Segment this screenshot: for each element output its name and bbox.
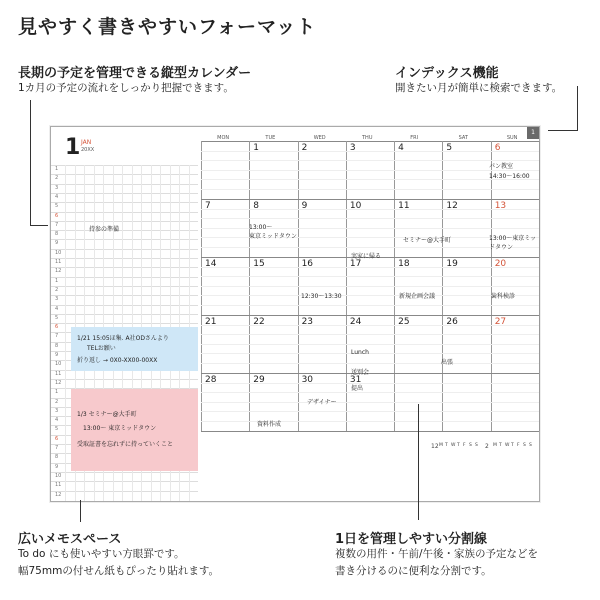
sticky-note-blue [71,327,198,371]
grid-line [51,491,198,492]
event-note: 送別会 [351,369,370,376]
day-line [201,286,539,287]
day-cell[interactable]: 9 [301,201,308,211]
day-line [201,344,539,345]
day-line [201,151,539,152]
hour-number: 1 [55,389,59,396]
event-note: 歯科検診 [491,293,516,300]
mini-weekday: T [511,443,514,448]
event-note: セミナー@大手町 [403,237,452,244]
weekday-header: FRI [410,135,419,141]
mini-calendars [431,443,535,493]
grid-line [51,314,198,315]
daily-desc1: 複数の用件・午前/午後・家族の予定などを [335,548,539,560]
daily-leader [418,404,420,520]
sticky-blue-line1: 1/21 15:05ほ集. A社ODさんより [77,335,169,342]
event-note: 新規企画会議 [399,293,436,300]
grid-line [51,323,198,324]
day-cell[interactable]: 10 [349,201,362,211]
memo-note: 持参の準備 [89,226,120,233]
day-cell[interactable]: 24 [349,317,362,327]
event-note: 14:30～16:00 [489,173,530,180]
day-cell[interactable]: 15 [253,259,265,269]
daily-heading: 1日を管理しやすい分割線 [335,532,488,547]
hour-number: 8 [55,342,59,349]
day-cell[interactable]: 8 [253,201,260,211]
header-rule [201,141,539,142]
grid-line [51,286,198,287]
day-line [201,402,539,403]
hour-number: 5 [55,203,59,210]
mini-weekday: S [529,443,532,448]
mini-weekday: S [469,443,472,448]
grid-line [51,295,198,296]
memo-heading: 広いメモスペース [18,532,122,547]
day-cell[interactable]: 3 [349,143,356,153]
grid-line [51,277,198,278]
memo-leader [80,500,82,522]
hour-number: 6 [55,324,59,331]
mini-weekday: F [517,443,520,448]
mini-month: 12 [431,443,439,450]
grid-line [51,239,198,240]
day-line [201,325,539,326]
week-rule [201,373,539,374]
weekday-header: SUN [506,135,518,141]
grid-line [51,165,198,166]
day-cell[interactable]: 28 [205,375,217,385]
month-number: 1 [65,135,81,160]
hour-number: 9 [55,240,59,247]
hour-number: 9 [55,352,59,358]
calendar-desc: 1カ月の予定の流れをしっかり把握できます。 [18,82,234,94]
mini-weekday: W [505,443,510,448]
calendar-leader-h [30,225,48,227]
hour-number: 10 [55,472,62,479]
index-leader [577,86,579,130]
day-line [201,189,539,190]
mini-weekday: F [463,443,466,448]
grid-line [51,379,198,380]
day-line [201,383,539,384]
planner-page [50,126,540,502]
day-cell[interactable]: 22 [253,317,265,327]
day-cell[interactable]: 4 [398,143,404,153]
day-cell[interactable]: 11 [398,201,410,211]
week-rule [201,315,539,316]
day-line [201,353,539,354]
day-line [201,276,539,277]
grid-line [51,230,198,231]
hour-number: 11 [55,259,62,265]
index-heading: インデックス機能 [395,66,499,81]
mini-weekday: M [493,443,497,448]
day-line [201,295,539,296]
grid-line [51,258,198,259]
day-line [201,392,539,393]
day-cell[interactable]: 6 [494,143,501,153]
grid-line [51,202,198,203]
hour-number: 12 [55,268,62,275]
index-tab[interactable]: 1 [527,127,539,139]
grid-line [51,267,198,268]
day-cell[interactable]: 25 [398,317,410,327]
grid-line [51,184,198,185]
sticky-pink-line1: 1/3 セミナー@大手町 [77,411,137,418]
day-line [201,363,539,364]
day-divider [539,141,540,431]
calendar-leader [30,100,32,225]
memo-desc1: To do にも使いやすい方眼罫です。 [18,548,185,560]
year: 20XX [81,147,95,153]
grid-line [51,249,198,250]
day-cell[interactable]: 12 [446,201,458,211]
day-cell[interactable]: 16 [301,259,314,269]
day-line [201,218,539,219]
weekday-header: TUE [265,135,276,141]
memo-column [51,127,198,501]
mini-month: 2 [485,443,489,450]
event-note: 実家に帰る [351,253,382,260]
hour-number: 10 [55,249,62,256]
mini-weekday: T [457,443,460,448]
hour-number: 2 [55,398,59,405]
hour-number: 2 [55,175,59,182]
day-cell[interactable]: 7 [205,201,211,211]
day-line [201,305,539,306]
hour-number: 7 [55,221,59,228]
daily-desc2: 書き分けるのに便利な分割です。 [335,565,492,577]
grid-line [51,193,198,194]
day-cell[interactable]: 27 [494,317,507,327]
event-note: 13:00～ [249,224,273,231]
mini-weekday: M [439,443,443,448]
day-cell[interactable]: 1 [253,143,260,153]
day-line [201,421,539,422]
weekday-header: WED [313,135,326,141]
event-note: パン教室 [489,163,514,170]
sticky-blue-line2: TELお願い [87,345,116,352]
day-cell[interactable]: 21 [205,317,217,327]
day-cell[interactable]: 13 [494,201,507,211]
hour-number: 9 [55,463,59,470]
hour-number: 1 [55,277,59,284]
hour-number: 12 [55,379,62,386]
sticky-blue-line3: 折り返し → 0X0-XX00-00XX [77,357,158,364]
day-cell[interactable]: 2 [301,143,308,153]
hour-number: 5 [55,314,59,321]
grid-line [51,174,198,175]
mini-weekday: T [445,443,448,448]
index-desc: 開きたい月が簡単に検索できます。 [395,82,563,94]
event-note: デザイナー [307,399,337,406]
grid-line [51,305,198,306]
grid-line [51,212,198,213]
hour-number: 12 [55,491,62,498]
day-line [201,267,539,268]
event-note: 12:30～13:30 [301,293,342,300]
hour-number: 6 [55,212,59,219]
month-name: JAN [81,139,92,146]
day-cell[interactable]: 18 [398,259,410,269]
day-cell[interactable]: 20 [494,259,507,269]
hour-number: 2 [55,286,59,293]
grid-col [65,165,66,501]
event-note: 出張 [441,359,454,366]
week-rule [201,199,539,200]
weekday-header: THU [362,135,373,141]
day-cell[interactable]: 31 [349,375,362,385]
sticky-note-pink [71,389,198,471]
hour-number: 3 [55,407,59,414]
hour-number: 10 [55,361,62,368]
memo-desc2: 幅75mmの付せん紙もぴったり貼れます。 [18,565,219,577]
hour-number: 7 [55,333,59,340]
hour-number: 1 [55,166,59,172]
day-cell[interactable]: 19 [446,259,458,269]
hour-number: 8 [55,454,59,461]
grid-line [51,472,198,473]
hour-number: 4 [55,193,59,200]
day-cell[interactable]: 23 [301,317,314,327]
hour-number: 5 [55,426,59,433]
day-cell[interactable]: 30 [301,375,314,385]
event-note: 東京ミッドタウン [249,233,297,240]
calendar-heading: 長期の予定を管理できる縦型カレンダー [18,66,252,81]
day-cell[interactable]: 14 [205,259,217,269]
mini-weekday: W [451,443,456,448]
mini-weekday: S [475,443,478,448]
index-leader-h [548,130,578,132]
hour-number: 4 [55,417,59,424]
sticky-pink-line3: 受取証書を忘れずに持っていくこと [77,441,174,448]
mini-weekday: S [523,443,526,448]
day-line [201,334,539,335]
mini-weekday: T [499,443,502,448]
hour-number: 3 [55,296,59,303]
hour-number: 11 [55,482,62,489]
day-line [201,411,539,412]
event-note: 提出 [351,385,364,392]
hour-number: 8 [55,231,59,238]
page-title: 見やすく書きやすいフォーマット [18,16,317,38]
week-rule [201,431,539,432]
day-cell[interactable]: 29 [253,375,265,385]
event-note: 資料作成 [257,421,282,428]
hour-number: 11 [55,370,62,377]
day-cell[interactable]: 5 [446,143,453,153]
hour-number: 6 [55,435,59,442]
hour-number: 3 [55,184,59,191]
grid-line [51,221,198,222]
day-line [201,209,539,210]
day-cell[interactable]: 26 [446,317,458,327]
sticky-pink-line2: 13:00～ 東京ミッドタウン [83,425,157,432]
hour-number: 4 [55,305,59,312]
day-cell[interactable]: 17 [349,259,362,269]
event-note: 13:00～東京ミッドタウン [489,235,537,251]
hour-number: 7 [55,445,59,451]
event-note: Lunch [351,349,369,356]
grid-line [51,481,198,482]
weekday-header: SAT [458,135,468,141]
weekday-header: MON [217,135,230,141]
